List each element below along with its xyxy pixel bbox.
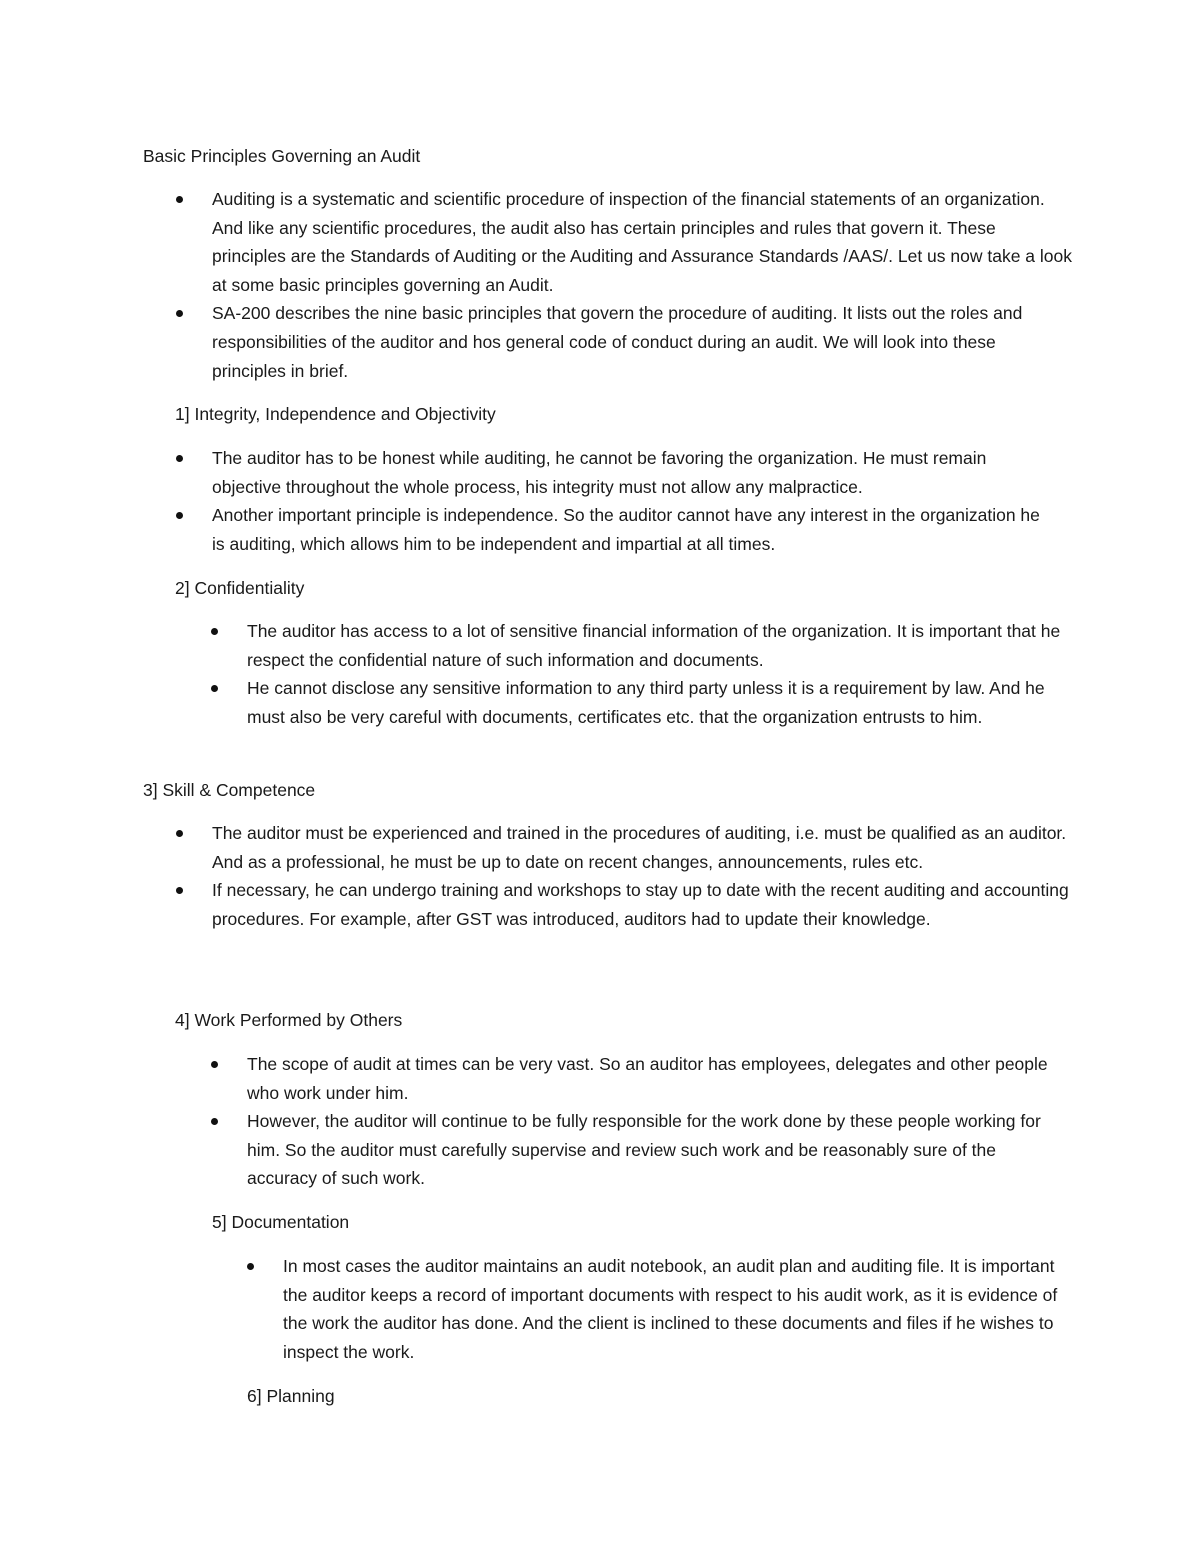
page-title: Basic Principles Governing an Audit	[143, 146, 421, 166]
section-bullet-list-skill	[212, 819, 1072, 933]
section-heading-confidentiality: 2] Confidentiality	[175, 578, 305, 598]
section-heading-integrity: 1] Integrity, Independence and Objectivity	[175, 404, 496, 424]
list-item	[283, 1252, 1073, 1366]
section-bullet-list-integrity	[212, 444, 1052, 558]
section-heading-documentation: 5] Documentation	[212, 1212, 350, 1232]
bullet-icon	[176, 310, 183, 317]
list-item-text: The auditor must be experienced and trained in the procedures of auditing, i.e. must be qualified as an auditor. And as a professional, he must be up to date on recent changes, announcements, rules etc.	[212, 823, 1067, 872]
list-item	[247, 674, 1069, 731]
list-item-text: SA-200 describes the nine basic principles that govern the procedure of auditing. It lists out the roles and responsibilities of the auditor and hos general code of conduct during an audit. We will look into these principles in brief.	[212, 303, 1023, 381]
intro-bullet-list	[212, 185, 1072, 385]
bullet-icon	[176, 512, 183, 519]
list-item	[212, 501, 1052, 558]
list-item-text: If necessary, he can undergo training and workshops to stay up to date with the recent auditing and accounting procedures. For example, after GST was introduced, auditors had to update their knowledge.	[212, 880, 1069, 929]
section-bullet-list-confidentiality	[247, 617, 1069, 731]
section-heading-work-performed: 4] Work Performed by Others	[175, 1010, 403, 1030]
section-bullet-list-work-performed	[247, 1050, 1069, 1193]
list-item	[247, 1050, 1069, 1107]
bullet-icon	[211, 685, 218, 692]
bullet-icon	[211, 1118, 218, 1125]
list-item	[212, 819, 1072, 876]
bullet-icon	[211, 1061, 218, 1068]
section-heading-planning: 6] Planning	[247, 1386, 335, 1406]
list-item	[212, 299, 1072, 385]
list-item-text: In most cases the auditor maintains an audit notebook, an audit plan and auditing file. It is important the auditor keeps a record of important documents with respect to his audit work, as it is evidence of the work the auditor has done. And the client is inclined to these documents and files if he wishes to inspect the work.	[283, 1256, 1058, 1362]
list-item	[212, 185, 1072, 299]
list-item-text: The scope of audit at times can be very vast. So an auditor has employees, delegates and other people who work under him.	[247, 1054, 1048, 1103]
list-item-text: The auditor has to be honest while auditing, he cannot be favoring the organization. He must remain objective throughout the whole process, his integrity must not allow any malpractice.	[212, 448, 987, 497]
bullet-icon	[211, 628, 218, 635]
list-item	[212, 444, 1052, 501]
bullet-icon	[176, 455, 183, 462]
list-item	[247, 1107, 1069, 1193]
section-bullet-list-documentation	[283, 1252, 1073, 1366]
list-item-text: The auditor has access to a lot of sensitive financial information of the organization. It is important that he respect the confidential nature of such information and documents.	[247, 621, 1061, 670]
list-item	[212, 876, 1072, 933]
list-item-text: Another important principle is independence. So the auditor cannot have any interest in the organization he is auditing, which allows him to be independent and impartial at all times.	[212, 505, 1040, 554]
bullet-icon	[176, 196, 183, 203]
bullet-icon	[176, 830, 183, 837]
list-item-text: Auditing is a systematic and scientific procedure of inspection of the financial statements of an organization. And like any scientific procedures, the audit also has certain principles and rules that govern it. These principles are the Standards of Auditing or the Auditing and Assurance Standards /AAS/. Let us now take a look at some basic principles governing an Audit.	[212, 189, 1072, 295]
list-item-text: However, the auditor will continue to be fully responsible for the work done by these people working for him. So the auditor must carefully supervise and review such work and be reasonably sure of the accuracy of such work.	[247, 1111, 1041, 1189]
bullet-icon	[247, 1263, 254, 1270]
section-heading-skill: 3] Skill & Competence	[143, 780, 316, 800]
list-item-text: He cannot disclose any sensitive information to any third party unless it is a requirement by law. And he must also be very careful with documents, certificates etc. that the organization entrusts to him.	[247, 678, 1045, 727]
list-item	[247, 617, 1069, 674]
bullet-icon	[176, 887, 183, 894]
